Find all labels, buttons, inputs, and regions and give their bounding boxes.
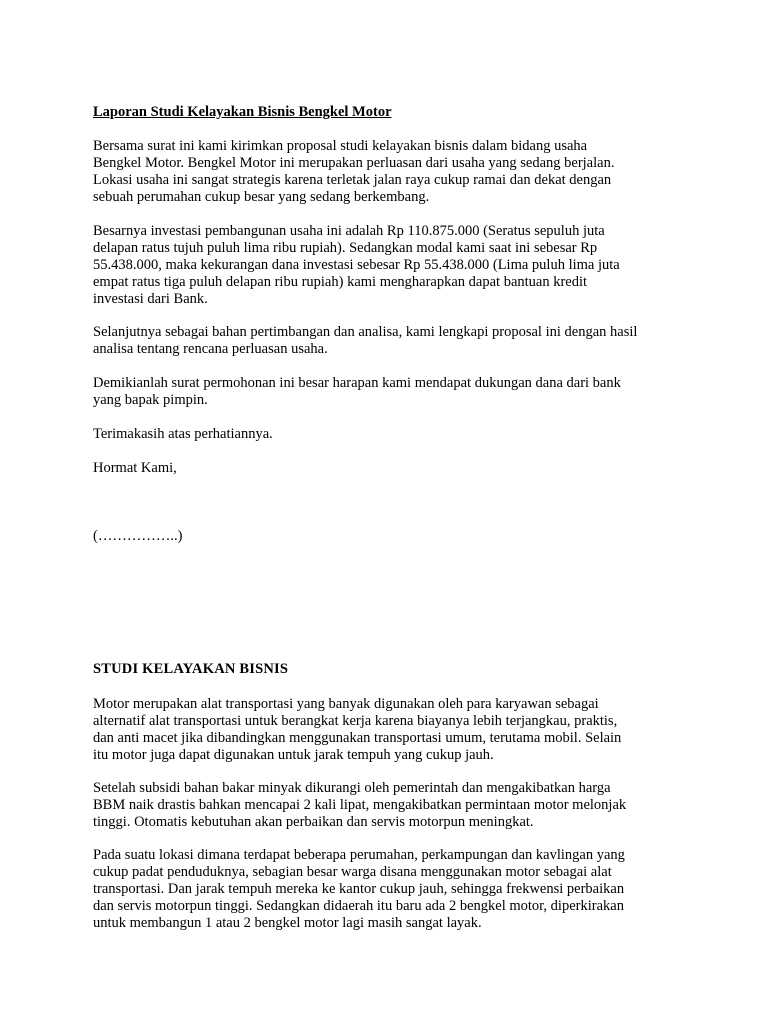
text-line: Setelah subsidi bahan bakar minyak dikurangi oleh pemerintah dan mengakibatkan harga [93, 780, 611, 796]
text-line: 55.438.000, maka kekurangan dana investasi sebesar Rp 55.438.000 (Lima puluh lima juta [93, 257, 620, 273]
text-line: Lokasi usaha ini sangat strategis karena terletak jalan raya cukup ramai dan dekat dengan [93, 172, 612, 188]
text-line: Selanjutnya sebagai bahan pertimbangan dan analisa, kami lengkapi proposal ini dengan hasil [93, 324, 638, 340]
text-line: Motor merupakan alat transportasi yang banyak digunakan oleh para karyawan sebagai [93, 696, 599, 712]
text-line: investasi dari Bank. [93, 291, 208, 307]
text-line: sebuah perumahan cukup besar yang sedang berkembang. [93, 189, 430, 205]
text-line: cukup padat penduduknya, sebagian besar warga disana menggunakan motor sebagai alat [93, 864, 612, 880]
text-line: dan anti macet jika dibandingkan menggunakan transportasi umum, terutama mobil. Selain [93, 730, 622, 746]
study-paragraph-location [93, 847, 693, 932]
text-line: BBM naik drastis bahkan mencapai 2 kali lipat, mengakibatkan permintaan motor melonjak [93, 797, 627, 813]
signature-placeholder: (……………..) [93, 528, 183, 544]
study-paragraph-subsidy [93, 780, 693, 831]
text-line: delapan ratus tujuh puluh lima ribu rupiah). Sedangkan modal kami saat ini sebesar Rp [93, 240, 598, 256]
text-line: alternatif alat transportasi untuk berangkat kerja karena biayanya lebih terjangkau, praktis, [93, 713, 618, 729]
text-line: Bengkel Motor. Bengkel Motor ini merupakan perluasan dari usaha yang sedang berjalan. [93, 155, 615, 171]
study-paragraph-motor [93, 696, 693, 764]
letter-paragraph-intro [93, 138, 693, 206]
text-line: itu motor juga dapat digunakan untuk jarak tempuh yang cukup jauh. [93, 747, 494, 763]
text-line: analisa tentang rencana perluasan usaha. [93, 341, 328, 357]
text-line: transportasi. Dan jarak tempuh mereka ke kantor cukup jauh, sehingga frekwensi perbaikan [93, 881, 625, 897]
text-line: Pada suatu lokasi dimana terdapat beberapa perumahan, perkampungan dan kavlingan yang [93, 847, 625, 863]
text-line: dan servis motorpun tinggi. Sedangkan didaerah itu baru ada 2 bengkel motor, diperkirakan [93, 898, 624, 914]
study-heading: STUDI KELAYAKAN BISNIS [93, 661, 289, 677]
letter-thanks: Terimakasih atas perhatiannya. [93, 426, 273, 442]
letter-paragraph-request [93, 375, 693, 409]
letter-title: Laporan Studi Kelayakan Bisnis Bengkel Motor [93, 104, 392, 120]
letter-closing: Hormat Kami, [93, 460, 177, 476]
text-line: Bersama surat ini kami kirimkan proposal studi kelayakan bisnis dalam bidang usaha [93, 138, 588, 154]
text-line: yang bapak pimpin. [93, 392, 208, 408]
text-line: tinggi. Otomatis kebutuhan akan perbaikan dan servis motorpun meningkat. [93, 814, 534, 830]
letter-paragraph-investment [93, 223, 693, 308]
text-line: Besarnya investasi pembangunan usaha ini adalah Rp 110.875.000 (Seratus sepuluh juta [93, 223, 605, 239]
text-line: untuk membangun 1 atau 2 bengkel motor lagi masih sangat layak. [93, 915, 482, 931]
text-line: Demikianlah surat permohonan ini besar harapan kami mendapat dukungan dana dari bank [93, 375, 621, 391]
text-line: empat ratus tiga puluh delapan ribu rupiah) kami mengharapkan dapat bantuan kredit [93, 274, 588, 290]
letter-paragraph-analysis [93, 324, 693, 358]
